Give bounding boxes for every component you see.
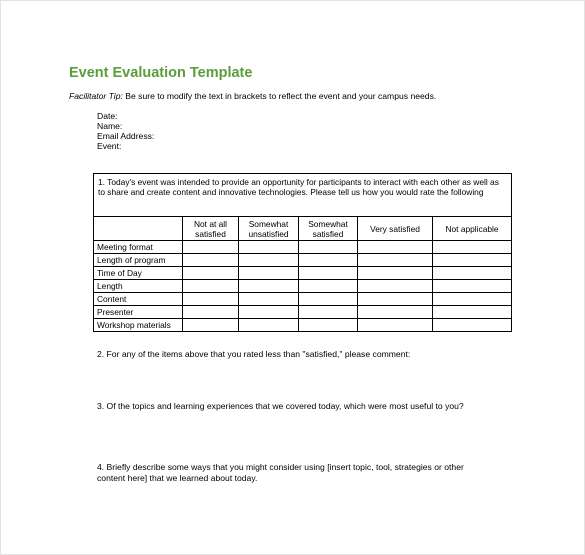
rating-cell[interactable] [183,319,239,332]
rating-cell[interactable] [299,319,358,332]
rating-cell[interactable] [433,293,512,306]
row-label: Length [94,280,183,293]
table-row [94,241,512,254]
rating-cell[interactable] [239,293,299,306]
facilitator-tip [69,91,436,101]
column-header: Somewhat satisfied [299,217,358,241]
rating-cell[interactable] [239,241,299,254]
rating-cell[interactable] [433,241,512,254]
rating-cell[interactable] [299,293,358,306]
rating-cell[interactable] [183,293,239,306]
column-header: Very satisfied [358,217,433,241]
question-4: 4. Briefly describe some ways that you might consider using [insert topic, tool, strategies or other content here] that we learned about today. [97,462,464,483]
rating-cell[interactable] [433,306,512,319]
row-label: Meeting format [94,241,183,254]
table-row [94,267,512,280]
rating-cell[interactable] [433,254,512,267]
table-row [94,280,512,293]
rating-table [93,173,512,332]
column-header: Not applicable [433,217,512,241]
rating-cell[interactable] [433,267,512,280]
table-row [94,293,512,306]
table-header-row [94,217,512,241]
rating-cell[interactable] [358,280,433,293]
column-header: Somewhat unsatisfied [239,217,299,241]
rating-cell[interactable] [358,319,433,332]
rating-cell[interactable] [358,267,433,280]
rating-cell[interactable] [358,306,433,319]
rating-cell[interactable] [433,280,512,293]
row-label: Time of Day [94,267,183,280]
rating-cell[interactable] [239,267,299,280]
rating-cell[interactable] [358,241,433,254]
row-label: Content [94,293,183,306]
field-event: Event: [97,141,122,151]
column-header: Not at all satisfied [183,217,239,241]
rating-cell[interactable] [299,280,358,293]
rating-cell[interactable] [358,293,433,306]
page-title: Event Evaluation Template [69,65,253,81]
field-email: Email Address: [97,131,155,141]
rating-cell[interactable] [433,319,512,332]
question-1: 1. Today's event was intended to provide an opportunity for participants to interact with each other as well as to share and create content and innovative technologies. Please tell us how you would rate the following [94,174,512,217]
rating-cell[interactable] [299,306,358,319]
rating-cell[interactable] [239,254,299,267]
rating-cell[interactable] [239,306,299,319]
table-row [94,306,512,319]
field-name: Name: [97,121,123,131]
rating-cell[interactable] [183,241,239,254]
rating-cell[interactable] [183,254,239,267]
field-date: Date: [97,111,118,121]
row-label: Length of program [94,254,183,267]
rating-cell[interactable] [299,267,358,280]
rating-cell[interactable] [183,267,239,280]
question-2: 2. For any of the items above that you rated less than "satisfied," please comment: [97,349,411,359]
info-fields [97,111,154,151]
rating-cell[interactable] [183,280,239,293]
rating-cell[interactable] [358,254,433,267]
rating-cell[interactable] [183,306,239,319]
rating-cell[interactable] [299,254,358,267]
row-label: Presenter [94,306,183,319]
table-row [94,319,512,332]
rating-cell[interactable] [239,319,299,332]
header-blank [94,217,183,241]
row-label: Workshop materials [94,319,183,332]
rating-cell[interactable] [239,280,299,293]
question-3: 3. Of the topics and learning experiences that we covered today, which were most useful to you? [97,401,464,411]
rating-cell[interactable] [299,241,358,254]
tip-label: Facilitator Tip: [69,91,123,101]
table-row [94,254,512,267]
tip-text: Be sure to modify the text in brackets to reflect the event and your campus needs. [122,91,437,101]
